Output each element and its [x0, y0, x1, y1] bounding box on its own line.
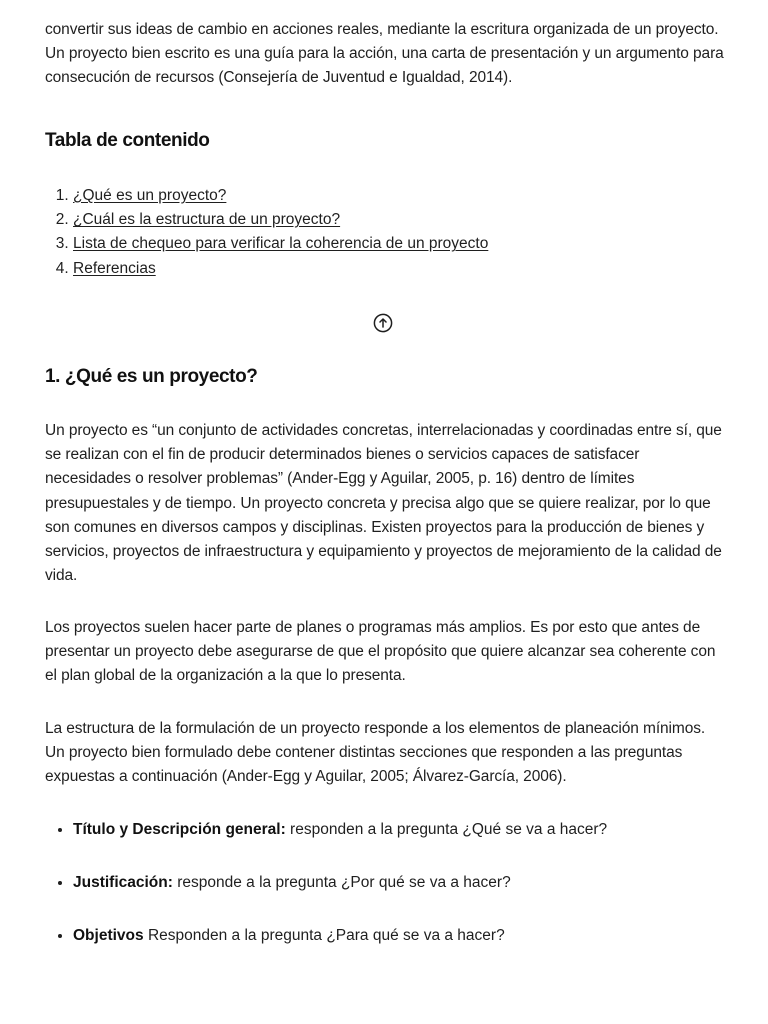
- toc-item: [73, 257, 488, 281]
- list-item: [73, 924, 607, 948]
- list-item: [73, 871, 607, 895]
- toc-item: [73, 184, 488, 208]
- list-item-text: responden a la pregunta ¿Qué se va a hacer?: [285, 821, 608, 838]
- intro-paragraph: convertir sus ideas de cambio en acciones reales, mediante la escritura organizada de un proyecto. Un proyecto bien escrito es una guía para la acción, una carta de presentación y un argumento para consecución de recursos (Consejería de Juventud e Igualdad, 2014).: [45, 21, 724, 87]
- paragraph-planes: Los proyectos suelen hacer parte de planes o programas más amplios. Es por esto que antes de presentar un proyecto debe asegurarse de que el propósito que quiere alcanzar sea coherente con el plan global de la organización a la que lo presenta.: [45, 619, 716, 685]
- list-item-text: responde a la pregunta ¿Por qué se va a hacer?: [172, 874, 511, 892]
- toc-link-estructura[interactable]: ¿Cuál es la estructura de un proyecto?: [73, 211, 341, 229]
- table-of-contents: [45, 184, 488, 281]
- toc-link-lista-chequeo[interactable]: Lista de chequeo para verificar la coherencia de un proyecto: [73, 235, 489, 253]
- toc-link-que-es[interactable]: ¿Qué es un proyecto?: [73, 187, 227, 204]
- arrow-up-circle-icon: [373, 313, 393, 333]
- section-heading-que-es: 1. ¿Qué es un proyecto?: [45, 366, 258, 387]
- list-item-term: Título y Descripción general:: [73, 821, 286, 838]
- paragraph-definicion: Un proyecto es “un conjunto de actividades concretas, interrelacionadas y coordinadas entre sí, que se realizan con el fin de producir determinados bienes o servicios capaces de satisfacer necesidades o resolver problemas” (Ander-Egg y Aguilar, 2005, p. 16) dentro de límites presupuestales y de tiempo. Un proyecto concreta y precisa algo que se quiere realizar, por lo que son comunes en diversos campos y disciplinas. Existen proyectos para la producción de bienes y servicios, proyectos de infraestructura y equipamiento y proyectos de mejoramiento de la calidad de vida.: [45, 422, 722, 585]
- list-item: [73, 818, 607, 842]
- toc-item: [73, 232, 488, 256]
- toc-item: [73, 208, 488, 232]
- list-item-term: Justificación:: [73, 874, 173, 892]
- list-item-term: Objetivos: [73, 927, 144, 945]
- list-item-text: Responden a la pregunta ¿Para qué se va a hacer?: [143, 927, 505, 945]
- paragraph-estructura: La estructura de la formulación de un proyecto responde a los elementos de planeación mínimos. Un proyecto bien formulado debe contener distintas secciones que responden a las preguntas expuestas a continuación (Ander-Egg y Aguilar, 2005; Álvarez-García, 2006).: [45, 720, 706, 786]
- toc-title: Tabla de contenido: [45, 130, 210, 151]
- back-to-top-button[interactable]: [373, 313, 393, 333]
- toc-link-referencias[interactable]: Referencias: [73, 259, 156, 277]
- questions-list: [45, 818, 607, 978]
